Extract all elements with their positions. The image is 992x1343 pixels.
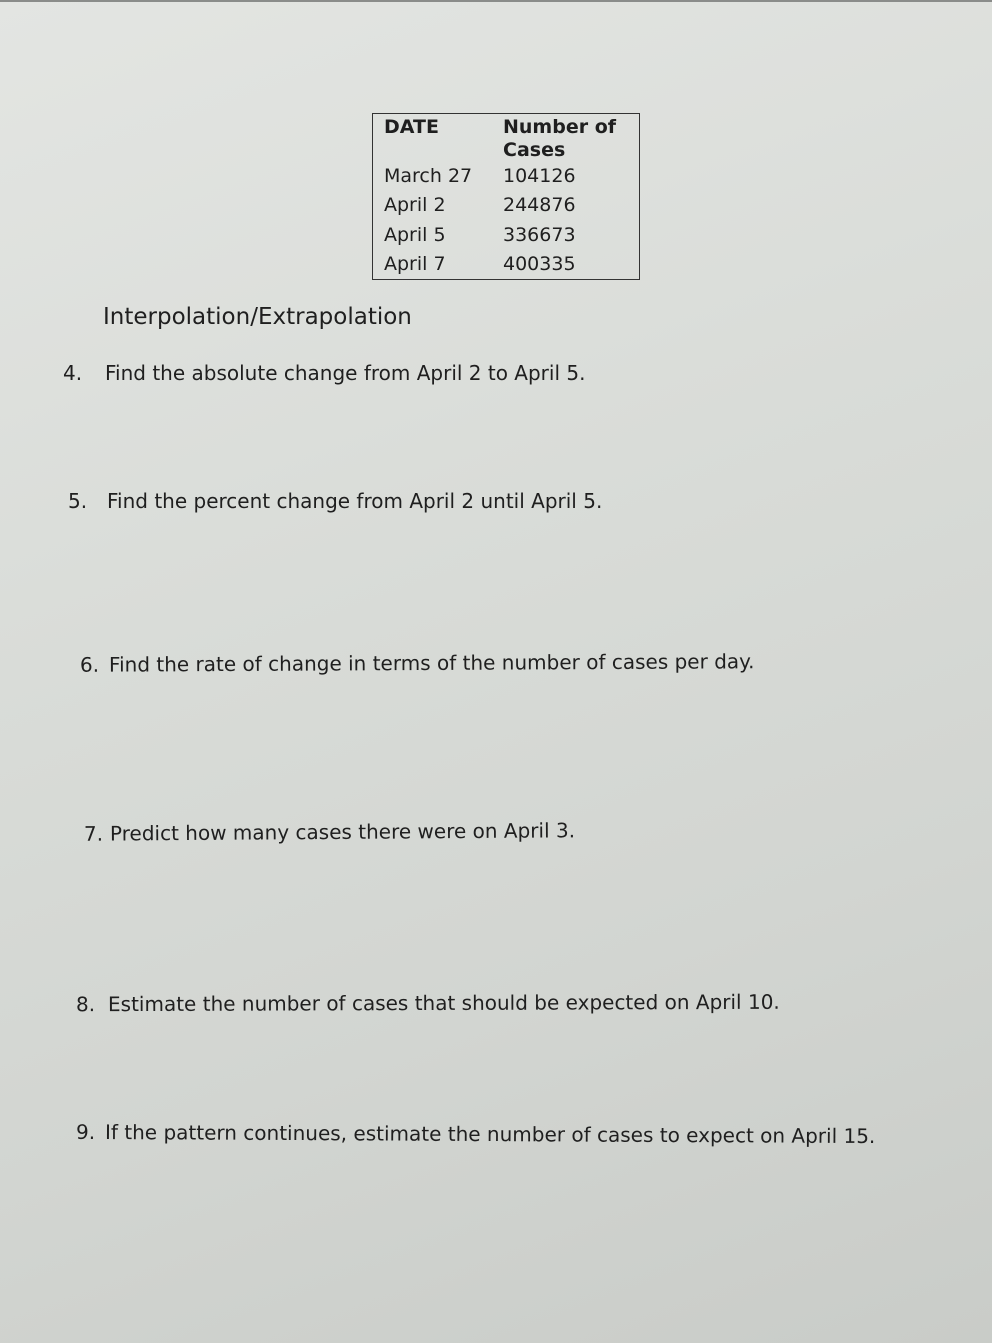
question-6 <box>80 649 755 677</box>
question-text: Estimate the number of cases that should be expected on April 10. <box>107 989 780 1017</box>
cases-cell: 104126 <box>503 165 576 188</box>
table-row <box>373 250 640 280</box>
question-text: Find the absolute change from April 2 to April 5. <box>105 361 586 385</box>
question-9 <box>76 1120 875 1148</box>
question-number: 7. <box>83 821 104 846</box>
section-title: Interpolation/Extrapolation <box>103 304 412 330</box>
cases-cell: 400335 <box>503 252 576 275</box>
header-cases: Number of Cases <box>503 116 617 161</box>
table-row <box>373 191 640 220</box>
question-7 <box>84 818 575 845</box>
question-number: 9. <box>75 1119 96 1145</box>
header-date: DATE <box>384 116 439 138</box>
page-edge <box>0 0 992 2</box>
question-number: 8. <box>75 992 96 1017</box>
table-row <box>373 162 640 191</box>
table-header-row <box>373 114 640 163</box>
date-cell: April 7 <box>384 252 446 275</box>
date-cell: April 2 <box>384 194 446 217</box>
table-row <box>373 221 640 250</box>
cases-cell: 336673 <box>503 223 576 246</box>
question-number: 4. <box>63 361 83 385</box>
question-number: 6. <box>79 652 100 677</box>
question-text: Find the rate of change in terms of the number of cases per day. <box>108 649 755 677</box>
question-8 <box>76 990 780 1016</box>
question-5 <box>68 489 602 513</box>
cases-cell: 244876 <box>503 194 576 217</box>
date-cell: March 27 <box>384 165 473 188</box>
question-number: 5. <box>68 489 88 513</box>
question-4 <box>63 361 585 385</box>
question-text: Find the percent change from April 2 until April 5. <box>107 489 603 513</box>
date-cell: April 5 <box>384 223 446 246</box>
question-text: Predict how many cases there were on April 3. <box>109 818 576 846</box>
question-text: If the pattern continues, estimate the number of cases to expect on April 15. <box>104 1120 876 1149</box>
cases-table <box>372 113 640 280</box>
